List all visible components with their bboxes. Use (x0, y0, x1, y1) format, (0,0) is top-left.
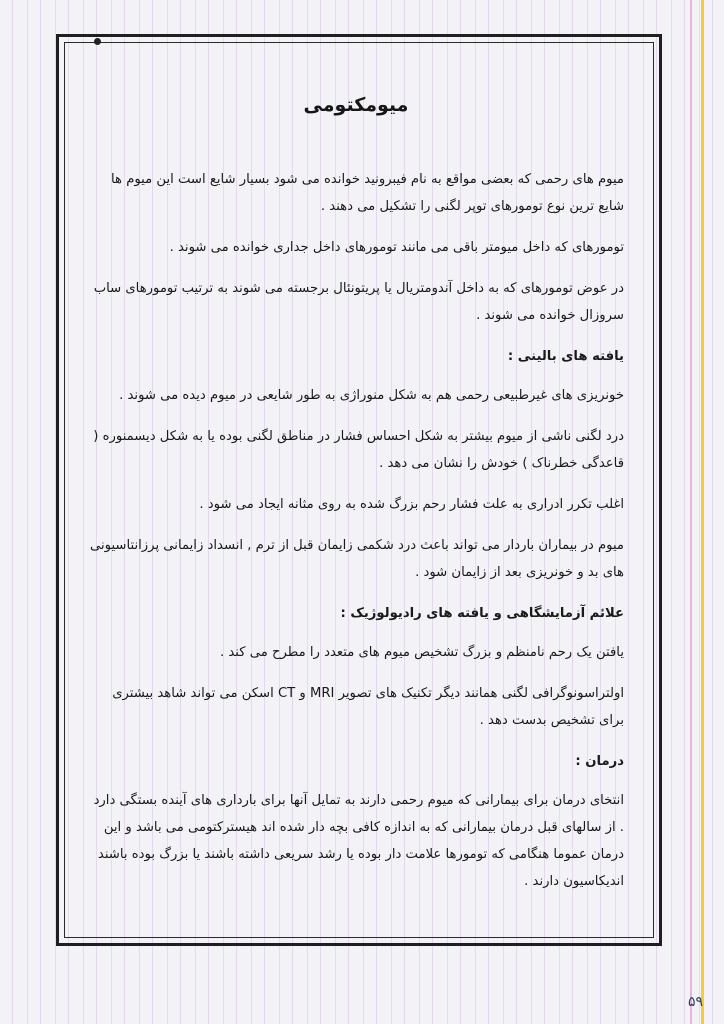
document-body (88, 48, 624, 909)
section-lab-radiology (88, 600, 624, 734)
section-treatment (88, 748, 624, 895)
paragraph: اغلب تکرر ادراری به علت فشار رحم بزرگ شده به روی مثانه ایجاد می شود . (199, 497, 624, 512)
section-clinical-findings (88, 343, 624, 586)
paragraph: اولتراسونوگرافی لگنی همانند دیگر تکنیک های تصویر MRI و CT اسکن می تواند شاهد بیشتری برای تشخیص بدست دهد . (112, 686, 624, 728)
paragraph: میوم در بیماران باردار می تواند باعث درد شکمی زایمان قبل از ترم , انسداد زایمانی پرزانتاسیونی های بد و خونریزی بعد از زایمان شود . (89, 538, 624, 580)
paragraph: درد لگنی ناشی از میوم بیشتر به شکل احساس فشار در مناطق لگنی بوده یا به شکل دیسمنوره ( قاعدگی خطرناک ) خودش را نشان می دهد . (93, 429, 624, 471)
paragraph: انتخای درمان برای بیمارانی که میوم رحمی دارند به تمایل آنها برای بارداری های آینده بستگی دارد . از سالهای قبل درمان بیمارانی که به اندازه کافی بچه دار شده اند هیسترکتومی می باشد و این درمان عموما هنگامی که تومورها علامت دار بوده یا رشد سریعی داشته باشند یا بزرگ بوده باشند اندیکاسیون دارند . (93, 793, 624, 889)
section-heading: یافته های بالینی : (507, 349, 624, 364)
section-heading: درمان : (575, 754, 624, 769)
paragraph: یافتن یک رحم نامنظم و بزرگ تشخیص میوم های متعدد را مطرح می کند . (219, 645, 624, 660)
page-edge-pink-line (690, 0, 692, 1024)
paragraph-intro-2: تومورهای که داخل میومتر باقی می مانند تومورهای داخل جداری خوانده می شوند . (169, 240, 624, 255)
section-heading: علائم آزمایشگاهی و یافته های رادیولوژیک : (340, 606, 624, 621)
page-edge-yellow-line (701, 0, 704, 1024)
paragraph: خونریزی های غیرطبیعی رحمی هم به شکل منوراژی به طور شایعی در میوم دیده می شوند . (119, 388, 624, 403)
page-title: میومکتومی (303, 94, 409, 116)
page-number: ۵۹ (688, 994, 704, 1010)
paragraph-intro-1: میوم های رحمی که بعضی مواقع به نام فیبرونید خوانده می شود بسیار شایع است این میوم ها شایع ترین نوع تومورهای توپر لگنی را تشکیل می دهند . (111, 172, 624, 214)
ink-dot-mark (94, 38, 101, 45)
paragraph-intro-3: در عوض تومورهای که به داخل آندومتریال یا پریتونئال برجسته می شوند به ترتیب تومورهای ساب سروزال خوانده می شوند . (93, 281, 624, 323)
